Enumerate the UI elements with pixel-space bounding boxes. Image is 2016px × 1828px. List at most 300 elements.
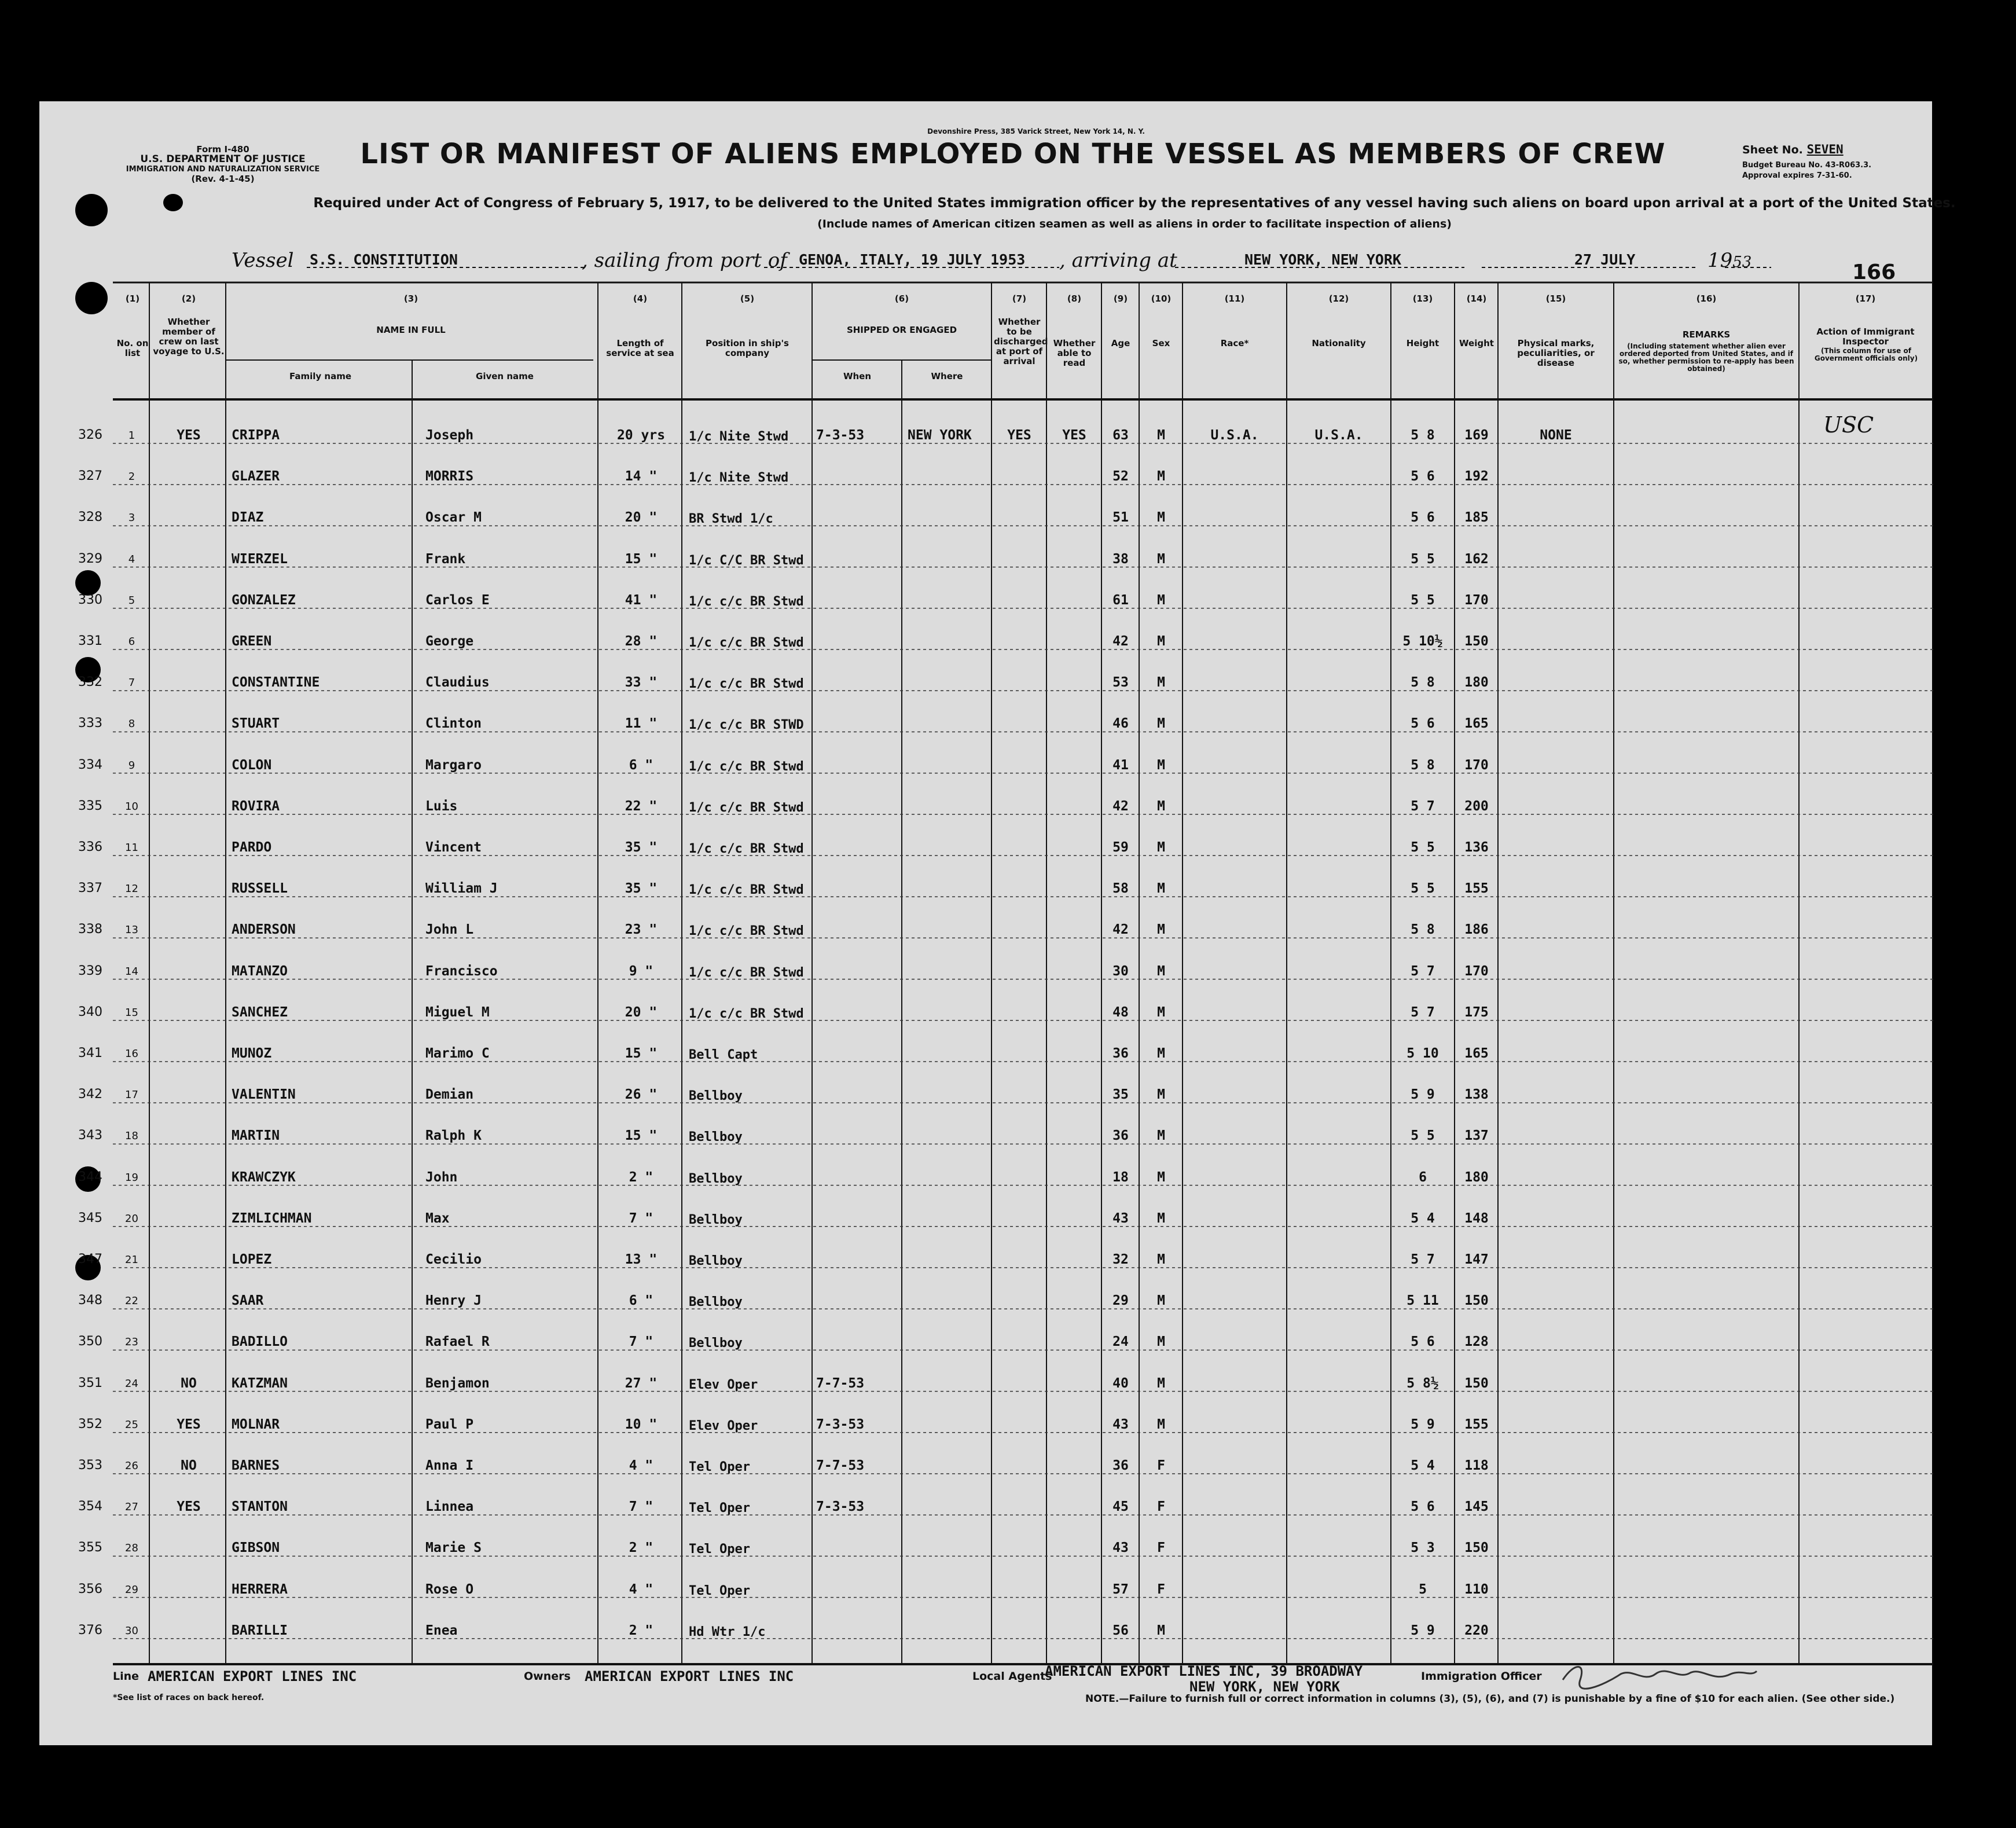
cell-family: VALENTIN bbox=[232, 1087, 296, 1103]
cell-weight: 220 bbox=[1464, 1623, 1489, 1638]
column-number: (10) bbox=[1151, 293, 1172, 304]
cell-sex: F bbox=[1157, 1581, 1165, 1597]
cell-sex: M bbox=[1157, 1252, 1165, 1267]
cell-age: 24 bbox=[1112, 1334, 1129, 1350]
cell-race: U.S.A. bbox=[1210, 428, 1259, 443]
cell-age: 56 bbox=[1112, 1623, 1129, 1638]
cell-read: YES bbox=[1062, 428, 1086, 443]
cell-weight: 110 bbox=[1464, 1581, 1489, 1597]
cell-sex: M bbox=[1157, 840, 1165, 855]
cell-position: 1/c Nite Stwd bbox=[689, 471, 789, 486]
cell-height: 5 4 bbox=[1411, 1458, 1435, 1473]
column-number: (3) bbox=[403, 293, 418, 304]
cell-given: Marimo C bbox=[425, 1046, 490, 1061]
cell-disch: YES bbox=[1007, 428, 1031, 443]
manifest-line-number: 350 bbox=[78, 1334, 102, 1349]
cell-service: 27 " bbox=[625, 1375, 658, 1391]
manifest-line-number: 343 bbox=[78, 1128, 102, 1143]
cell-family: STANTON bbox=[232, 1499, 288, 1515]
cell-given: Claudius bbox=[425, 675, 490, 691]
cell-weight: 175 bbox=[1464, 1004, 1489, 1020]
budget-bureau: Budget Bureau No. 43-R063.3. bbox=[1742, 161, 1872, 170]
cell-weight: 200 bbox=[1464, 798, 1489, 814]
printer-line: Devonshire Press, 385 Varick Street, New York 14, N. Y. bbox=[927, 127, 1145, 135]
column-subheader: Given name bbox=[476, 371, 534, 381]
revision: (Rev. 4-1-45) bbox=[191, 174, 255, 184]
cell-age: 43 bbox=[1112, 1210, 1129, 1226]
cell-height: 5 10 bbox=[1407, 1046, 1439, 1061]
cell-family: SAAR bbox=[232, 1293, 264, 1309]
cell-family: WIERZEL bbox=[232, 551, 288, 567]
arrival-port: NEW YORK, NEW YORK bbox=[1244, 251, 1401, 268]
cell-service: 2 " bbox=[629, 1540, 653, 1556]
list-number: 28 bbox=[125, 1542, 138, 1555]
punch-hole bbox=[75, 194, 108, 226]
arriving-label: , arriving at bbox=[1059, 249, 1177, 272]
list-number: 8 bbox=[128, 718, 135, 731]
cell-position: Bellboy bbox=[689, 1295, 743, 1310]
cell-family: MARTIN bbox=[232, 1128, 280, 1144]
cell-family: STUART bbox=[232, 716, 280, 732]
cell-sex: M bbox=[1157, 428, 1165, 443]
cell-service: 10 " bbox=[625, 1416, 658, 1432]
column-number: (7) bbox=[1012, 293, 1027, 304]
cell-position: 1/c Nite Stwd bbox=[689, 430, 789, 444]
cell-family: BARILLI bbox=[232, 1623, 288, 1638]
column-header: Nationality bbox=[1312, 338, 1366, 348]
manifest-line-number: 332 bbox=[78, 675, 102, 690]
cell-service: 4 " bbox=[629, 1581, 653, 1597]
manifest-line-number: 356 bbox=[78, 1581, 102, 1596]
cell-service: 28 " bbox=[625, 634, 658, 649]
cell-prev: YES bbox=[177, 1416, 201, 1432]
cell-sex: F bbox=[1157, 1499, 1165, 1515]
column-number: (11) bbox=[1224, 293, 1245, 304]
cell-age: 45 bbox=[1112, 1499, 1129, 1515]
column-header: Race* bbox=[1220, 338, 1249, 348]
list-number: 21 bbox=[125, 1254, 138, 1266]
cell-age: 40 bbox=[1112, 1375, 1129, 1391]
cell-age: 42 bbox=[1112, 798, 1129, 814]
cell-sex: M bbox=[1157, 881, 1165, 897]
cell-height: 5 8½ bbox=[1407, 1375, 1439, 1391]
cell-sex: M bbox=[1157, 469, 1165, 484]
cell-height: 5 3 bbox=[1411, 1540, 1435, 1556]
cell-when: 7-7-53 bbox=[816, 1375, 865, 1391]
column-number: (6) bbox=[894, 293, 909, 304]
cell-given: Linnea bbox=[425, 1499, 474, 1515]
sheet-label: Sheet No. bbox=[1742, 144, 1803, 156]
list-number: 15 bbox=[125, 1006, 138, 1019]
cell-given: Francisco bbox=[425, 963, 498, 979]
cell-given: MORRIS bbox=[425, 469, 474, 484]
cell-weight: 118 bbox=[1464, 1458, 1489, 1473]
cell-position: Bell Capt bbox=[689, 1048, 758, 1062]
cell-height: 5 4 bbox=[1411, 1210, 1435, 1226]
cell-family: COLON bbox=[232, 757, 272, 773]
cell-age: 48 bbox=[1112, 1004, 1129, 1020]
cell-age: 38 bbox=[1112, 551, 1129, 567]
cell-sex: M bbox=[1157, 1004, 1165, 1020]
cell-position: 1/c c/c BR Stwd bbox=[689, 594, 804, 609]
cell-family: HERRERA bbox=[232, 1581, 288, 1597]
column-header: Age bbox=[1111, 338, 1130, 348]
cell-age: 30 bbox=[1112, 963, 1129, 979]
cell-position: Bellboy bbox=[689, 1171, 743, 1186]
cell-family: ZIMLICHMAN bbox=[232, 1210, 312, 1226]
cell-weight: 150 bbox=[1464, 1540, 1489, 1556]
cell-weight: 155 bbox=[1464, 1416, 1489, 1432]
cell-weight: 155 bbox=[1464, 881, 1489, 897]
cell-age: 32 bbox=[1112, 1252, 1129, 1267]
list-number: 3 bbox=[128, 512, 135, 524]
punch-hole bbox=[163, 194, 183, 211]
cell-family: KATZMAN bbox=[232, 1375, 288, 1391]
cell-height: 5 11 bbox=[1407, 1293, 1439, 1309]
line-label: Line bbox=[113, 1670, 139, 1683]
manifest-line-number: 344 bbox=[78, 1169, 102, 1184]
list-number: 24 bbox=[125, 1377, 138, 1390]
manifest-line-number: 336 bbox=[78, 840, 102, 854]
list-number: 5 bbox=[128, 594, 135, 607]
cell-family: MATANZO bbox=[232, 963, 288, 979]
cell-sex: M bbox=[1157, 757, 1165, 773]
cell-family: GREEN bbox=[232, 634, 272, 649]
cell-family: ROVIRA bbox=[232, 798, 280, 814]
list-number: 6 bbox=[128, 636, 135, 648]
cell-age: 29 bbox=[1112, 1293, 1129, 1309]
column-number: (17) bbox=[1855, 293, 1876, 304]
cell-when: 7-7-53 bbox=[816, 1458, 865, 1473]
cell-weight: 150 bbox=[1464, 634, 1489, 649]
cell-age: 43 bbox=[1112, 1540, 1129, 1556]
punch-hole bbox=[75, 282, 108, 314]
list-number: 20 bbox=[125, 1212, 138, 1225]
cell-sex: M bbox=[1157, 1210, 1165, 1226]
cell-given: Rose O bbox=[425, 1581, 474, 1597]
cell-given: Carlos E bbox=[425, 592, 490, 608]
cell-age: 57 bbox=[1112, 1581, 1129, 1597]
cell-age: 42 bbox=[1112, 922, 1129, 938]
cell-given: Henry J bbox=[425, 1293, 482, 1309]
cell-height: 5 7 bbox=[1411, 1004, 1435, 1020]
cell-height: 5 6 bbox=[1411, 716, 1435, 732]
column-header: Sex bbox=[1152, 338, 1170, 348]
cell-height: 5 5 bbox=[1411, 551, 1435, 567]
list-number: 9 bbox=[128, 759, 135, 772]
column-number: (15) bbox=[1545, 293, 1566, 304]
cell-family: PARDO bbox=[232, 840, 272, 855]
cell-age: 35 bbox=[1112, 1087, 1129, 1103]
list-number: 4 bbox=[128, 553, 135, 566]
cell-sex: M bbox=[1157, 675, 1165, 691]
cell-service: 15 " bbox=[625, 551, 658, 567]
cell-family: MUNOZ bbox=[232, 1046, 272, 1061]
cell-weight: 169 bbox=[1464, 428, 1489, 443]
list-number: 18 bbox=[125, 1130, 138, 1143]
list-number: 7 bbox=[128, 677, 135, 689]
cell-position: Tel Oper bbox=[689, 1460, 750, 1474]
cell-family: BADILLO bbox=[232, 1334, 288, 1350]
list-number: 19 bbox=[125, 1171, 138, 1184]
cell-sex: M bbox=[1157, 1046, 1165, 1061]
cell-given: Ralph K bbox=[425, 1128, 482, 1144]
cell-height: 5 8 bbox=[1411, 922, 1435, 938]
cell-given: Cecilio bbox=[425, 1252, 482, 1267]
agents-value-line1: AMERICAN EXPORT LINES INC, 39 BROADWAY bbox=[1045, 1663, 1363, 1679]
cell-position: Elev Oper bbox=[689, 1377, 758, 1392]
cell-age: 51 bbox=[1112, 510, 1129, 526]
cell-position: Hd Wtr 1/c bbox=[689, 1624, 766, 1639]
cell-service: 35 " bbox=[625, 881, 658, 897]
column-header: Position in ship's company bbox=[706, 338, 789, 358]
list-number: 30 bbox=[125, 1624, 138, 1637]
sailing-port: GENOA, ITALY, 19 JULY 1953 bbox=[799, 251, 1026, 268]
cell-weight: 165 bbox=[1464, 716, 1489, 732]
cell-service: 7 " bbox=[629, 1210, 653, 1226]
cell-service: 14 " bbox=[625, 469, 658, 484]
page-number: 166 bbox=[1852, 260, 1896, 284]
cell-service: 7 " bbox=[629, 1334, 653, 1350]
manifest-line-number: 328 bbox=[78, 510, 102, 525]
column-number: (13) bbox=[1412, 293, 1433, 304]
manifest-line-number: 353 bbox=[78, 1458, 102, 1473]
cell-service: 35 " bbox=[625, 840, 658, 855]
cell-height: 5 9 bbox=[1411, 1623, 1435, 1638]
cell-position: 1/c C/C BR Stwd bbox=[689, 553, 804, 568]
cell-sex: M bbox=[1157, 963, 1165, 979]
list-number: 16 bbox=[125, 1048, 138, 1060]
cell-sex: M bbox=[1157, 922, 1165, 938]
cell-weight: 148 bbox=[1464, 1210, 1489, 1226]
cell-nat: U.S.A. bbox=[1314, 428, 1363, 443]
manifest-line-number: 337 bbox=[78, 881, 102, 896]
cell-given: Marie S bbox=[425, 1540, 482, 1556]
manifest-line-number: 326 bbox=[78, 428, 102, 442]
manifest-line-number: 351 bbox=[78, 1375, 102, 1390]
list-number: 25 bbox=[125, 1418, 138, 1431]
manifest-line-number: 331 bbox=[78, 634, 102, 648]
column-header: REMARKS bbox=[1682, 329, 1731, 340]
manifest-line-number: 330 bbox=[78, 592, 102, 607]
cell-given: Enea bbox=[425, 1623, 458, 1638]
cell-height: 5 8 bbox=[1411, 757, 1435, 773]
cell-height: 5 9 bbox=[1411, 1416, 1435, 1432]
cell-service: 2 " bbox=[629, 1169, 653, 1185]
cell-service: 6 " bbox=[629, 757, 653, 773]
column-number: (2) bbox=[181, 293, 196, 304]
arrival-date: 27 JULY bbox=[1574, 251, 1636, 268]
vessel-name: S.S. CONSTITUTION bbox=[310, 251, 458, 268]
manifest-line-number: 340 bbox=[78, 1004, 102, 1019]
cell-weight: 165 bbox=[1464, 1046, 1489, 1061]
cell-sex: M bbox=[1157, 1623, 1165, 1638]
cell-when: 7-3-53 bbox=[816, 428, 865, 443]
cell-sex: M bbox=[1157, 551, 1165, 567]
cell-given: Rafael R bbox=[425, 1334, 490, 1350]
list-number: 1 bbox=[128, 430, 135, 442]
cell-age: 61 bbox=[1112, 592, 1129, 608]
cell-weight: 180 bbox=[1464, 675, 1489, 691]
column-number: (8) bbox=[1067, 293, 1082, 304]
cell-weight: 180 bbox=[1464, 1169, 1489, 1185]
cell-given: William J bbox=[425, 881, 498, 897]
list-number: 14 bbox=[125, 965, 138, 978]
list-number: 11 bbox=[125, 842, 138, 854]
cell-sex: F bbox=[1157, 1540, 1165, 1556]
owners-value: AMERICAN EXPORT LINES INC bbox=[585, 1668, 794, 1684]
cell-service: 23 " bbox=[625, 922, 658, 938]
cell-position: 1/c c/c BR Stwd bbox=[689, 883, 804, 898]
cell-weight: 137 bbox=[1464, 1128, 1489, 1144]
cell-family: CRIPPA bbox=[232, 428, 280, 443]
cell-age: 53 bbox=[1112, 675, 1129, 691]
page-title: LIST OR MANIFEST OF ALIENS EMPLOYED ON THE VESSEL AS MEMBERS OF CREW bbox=[360, 138, 1666, 170]
column-number: (14) bbox=[1466, 293, 1487, 304]
cell-position: Bellboy bbox=[689, 1130, 743, 1145]
cell-height: 5 5 bbox=[1411, 840, 1435, 855]
column-number: (4) bbox=[633, 293, 648, 304]
manifest-line-number: 339 bbox=[78, 963, 102, 978]
cell-service: 22 " bbox=[625, 798, 658, 814]
cell-family: LOPEZ bbox=[232, 1252, 272, 1267]
column-number: (1) bbox=[125, 293, 140, 304]
cell-height: 5 9 bbox=[1411, 1087, 1435, 1103]
manifest-line-number: 329 bbox=[78, 551, 102, 566]
list-number: 2 bbox=[128, 471, 135, 483]
cell-height: 5 7 bbox=[1411, 1252, 1435, 1267]
cell-service: 13 " bbox=[625, 1252, 658, 1267]
cell-prev: NO bbox=[181, 1458, 197, 1473]
cell-family: SANCHEZ bbox=[232, 1004, 288, 1020]
cell-family: RUSSELL bbox=[232, 881, 288, 897]
cell-position: Bellboy bbox=[689, 1212, 743, 1227]
cell-sex: M bbox=[1157, 592, 1165, 608]
cell-weight: 128 bbox=[1464, 1334, 1489, 1350]
cell-weight: 192 bbox=[1464, 469, 1489, 484]
cell-height: 5 5 bbox=[1411, 1128, 1435, 1144]
cell-service: 20 " bbox=[625, 1004, 658, 1020]
cell-age: 46 bbox=[1112, 716, 1129, 732]
cell-position: BR Stwd 1/c bbox=[689, 512, 773, 527]
cell-given: Margaro bbox=[425, 757, 482, 773]
vessel-label: Vessel bbox=[232, 249, 294, 272]
column-number: (12) bbox=[1328, 293, 1349, 304]
cell-height: 5 5 bbox=[1411, 881, 1435, 897]
cell-service: 7 " bbox=[629, 1499, 653, 1515]
cell-position: 1/c c/c BR Stwd bbox=[689, 1006, 804, 1021]
service-name: IMMIGRATION AND NATURALIZATION SERVICE bbox=[126, 165, 320, 174]
cell-sex: F bbox=[1157, 1458, 1165, 1473]
cell-height: 5 6 bbox=[1411, 1334, 1435, 1350]
column-header: Height bbox=[1406, 338, 1440, 348]
cell-position: 1/c c/c BR Stwd bbox=[689, 800, 804, 815]
cell-family: KRAWCZYK bbox=[232, 1169, 296, 1185]
cell-position: 1/c c/c BR Stwd bbox=[689, 842, 804, 856]
column-header: Weight bbox=[1459, 338, 1494, 348]
cell-prev: YES bbox=[177, 1499, 201, 1515]
list-number: 17 bbox=[125, 1089, 138, 1102]
column-header: NAME IN FULL bbox=[376, 325, 446, 335]
column-header: SHIPPED OR ENGAGED bbox=[846, 325, 957, 335]
cell-height: 5 7 bbox=[1411, 798, 1435, 814]
cell-height: 5 6 bbox=[1411, 510, 1435, 526]
manifest-line-number: 342 bbox=[78, 1087, 102, 1102]
cell-given: Benjamon bbox=[425, 1375, 490, 1391]
owners-label: Owners bbox=[524, 1670, 571, 1683]
sheet-number bbox=[1742, 142, 1844, 156]
cell-height: 5 6 bbox=[1411, 1499, 1435, 1515]
manifest-line-number: 347 bbox=[78, 1252, 102, 1267]
cell-age: 18 bbox=[1112, 1169, 1129, 1185]
cell-family: ANDERSON bbox=[232, 922, 296, 938]
cell-weight: 162 bbox=[1464, 551, 1489, 567]
cell-given: Luis bbox=[425, 798, 458, 814]
cell-service: 20 yrs bbox=[616, 428, 666, 443]
column-header: No. on list bbox=[116, 338, 149, 358]
cell-service: 20 " bbox=[625, 510, 658, 526]
column-subheader: (This column for use of Government officials only) bbox=[1814, 347, 1918, 362]
cell-position: 1/c c/c BR Stwd bbox=[689, 759, 804, 774]
column-subheader: When bbox=[843, 371, 872, 381]
cell-sex: M bbox=[1157, 1334, 1165, 1350]
column-subheader: (Including statement whether alien ever ordered deported from United States, and if so, whether permission to re-apply has been obtained) bbox=[1618, 342, 1794, 373]
manifest-line-number: 334 bbox=[78, 757, 102, 772]
cell-age: 36 bbox=[1112, 1128, 1129, 1144]
list-number: 12 bbox=[125, 883, 138, 895]
column-subheader: Where bbox=[931, 371, 963, 381]
cell-height: 5 8 bbox=[1411, 428, 1435, 443]
cell-service: 26 " bbox=[625, 1087, 658, 1103]
cell-inspector-action: USC bbox=[1823, 412, 1874, 438]
cell-given: John L bbox=[425, 922, 474, 938]
cell-age: 59 bbox=[1112, 840, 1129, 855]
cell-prev: NO bbox=[181, 1375, 197, 1391]
cell-given: Joseph bbox=[425, 428, 474, 443]
list-number: 27 bbox=[125, 1501, 138, 1514]
cell-sex: M bbox=[1157, 1416, 1165, 1432]
column-number: (16) bbox=[1696, 293, 1717, 304]
manifest-line-number: 335 bbox=[78, 798, 102, 813]
cell-family: DIAZ bbox=[232, 510, 264, 526]
cell-age: 52 bbox=[1112, 469, 1129, 484]
cell-height: 5 8 bbox=[1411, 675, 1435, 691]
required-statement: Required under Act of Congress of February 5, 1917, to be delivered to the United States immigration officer by the representatives of any vessel having such aliens on board upon arrival at a port of the United States. bbox=[313, 196, 1956, 211]
cell-height: 5 7 bbox=[1411, 963, 1435, 979]
cell-age: 36 bbox=[1112, 1046, 1129, 1061]
list-number: 10 bbox=[125, 800, 138, 813]
column-subheader: Family name bbox=[289, 371, 351, 381]
cell-sex: M bbox=[1157, 1128, 1165, 1144]
cell-weight: 145 bbox=[1464, 1499, 1489, 1515]
cell-position: Bellboy bbox=[689, 1336, 743, 1351]
column-header: Length of service at sea bbox=[606, 338, 674, 358]
cell-sex: M bbox=[1157, 510, 1165, 526]
cell-service: 4 " bbox=[629, 1458, 653, 1473]
cell-given: Frank bbox=[425, 551, 466, 567]
cell-sex: M bbox=[1157, 716, 1165, 732]
cell-weight: 136 bbox=[1464, 840, 1489, 855]
penalty-note: NOTE.—Failure to furnish full or correct information in columns (3), (5), (6), and (7) is punishable by a fine of $10 for each alien. (See other side.) bbox=[1085, 1693, 1895, 1705]
cell-sex: M bbox=[1157, 798, 1165, 814]
cell-position: 1/c c/c BR Stwd bbox=[689, 924, 804, 939]
officer-label: Immigration Officer bbox=[1421, 1670, 1542, 1683]
cell-marks: NONE bbox=[1540, 428, 1572, 443]
cell-given: Clinton bbox=[425, 716, 482, 732]
approval-expiry: Approval expires 7-31-60. bbox=[1742, 171, 1852, 180]
cell-position: 1/c c/c BR Stwd bbox=[689, 636, 804, 650]
races-note: *See list of races on back hereof. bbox=[113, 1693, 265, 1702]
